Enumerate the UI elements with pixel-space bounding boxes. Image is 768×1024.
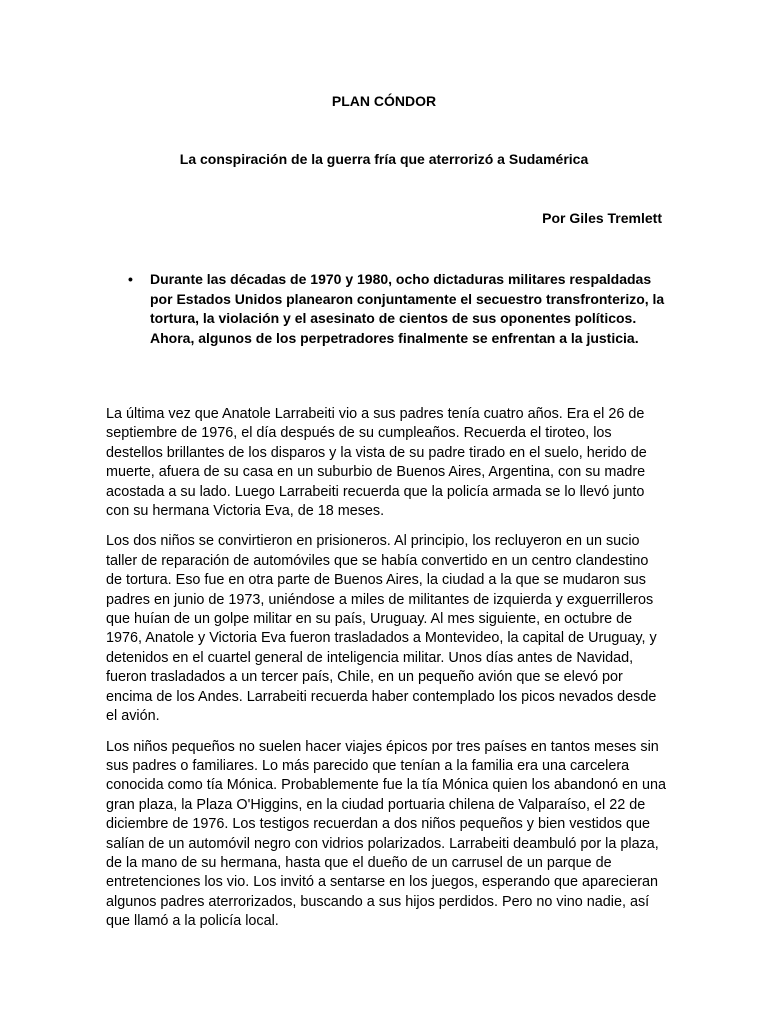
document-author: Por Giles Tremlett: [542, 210, 662, 226]
summary-bullet-item: [128, 270, 668, 348]
document-subtitle: La conspiración de la guerra fría que aterrorizó a Sudamérica: [179, 151, 589, 167]
body-paragraph: La última vez que Anatole Larrabeiti vio a sus padres tenía cuatro años. Era el 26 de septiembre de 1976, el día después de su cumpleaños. Recuerda el tiroteo, los destellos brillantes de los disparos y la vista de su padre tirado en el suelo, herido de muerte, afuera de su casa en un suburbio de Buenos Aires, Argentina, con su madre acostada a su lado. Luego Larrabeiti recuerda que la policía armada se lo llevó junto con su hermana Victoria Eva, de 18 meses.: [106, 406, 647, 520]
body-paragraph: Los niños pequeños no suelen hacer viajes épicos por tres países en tantos meses sin sus padres o familiares. Lo más parecido que tenían a la familia era una carcelera conocida como tía Mónica. Probablemente fue la tía Mónica quien los abandonó en una gran plaza, la Plaza O'Higgins, en la ciudad portuaria chilena de Valparaíso, el 22 de diciembre de 1976. Los testigos recuerdan a dos niños pequeños y bien vestidos que salían de un automóvil negro con vidrios polarizados. Larrabeiti deambuló por la plaza, de la mano de su hermana, hasta que el dueño de un carrusel de un parque de entretenciones los vio. Los invitó a sentarse en los juegos, esperando que aparecieran algunos padres aterrorizados, buscando a sus hijos perdidos. Pero no vino nadie, así que llamó a la policía local.: [106, 738, 667, 930]
summary-bullet-text: Durante las décadas de 1970 y 1980, ocho dictaduras militares respaldadas por Estados Unidos planearon conjuntamente el secuestro transfronterizo, la tortura, la violación y el asesinato de cientos de sus oponentes políticos. Ahora, algunos de los perpetradores finalmente se enfrentan a la justicia.: [150, 271, 665, 346]
summary-bullet-list: [128, 270, 668, 348]
article-body: [106, 405, 666, 943]
body-paragraph: Los dos niños se convirtieron en prisioneros. Al principio, los recluyeron en un sucio taller de reparación de automóviles que se había convertido en un centro clandestino de tortura. Eso fue en otra parte de Buenos Aires, la ciudad a la que se mudaron sus padres en junio de 1973, uniéndose a miles de militantes de izquierda y exguerrilleros que huían de un golpe militar en su país, Uruguay. Al mes siguiente, en octubre de 1976, Anatole y Victoria Eva fueron trasladados a Montevideo, la capital de Uruguay, y detenidos en el cuartel general de inteligencia militar. Unos días antes de Navidad, fueron trasladados a un tercer país, Chile, en un pequeño avión que se elevó por encima de los Andes. Larrabeiti recuerda haber contemplado los picos nevados desde el avión.: [106, 533, 657, 725]
bullet-marker-icon: •: [128, 271, 133, 287]
document-title: PLAN CÓNDOR: [331, 93, 437, 109]
